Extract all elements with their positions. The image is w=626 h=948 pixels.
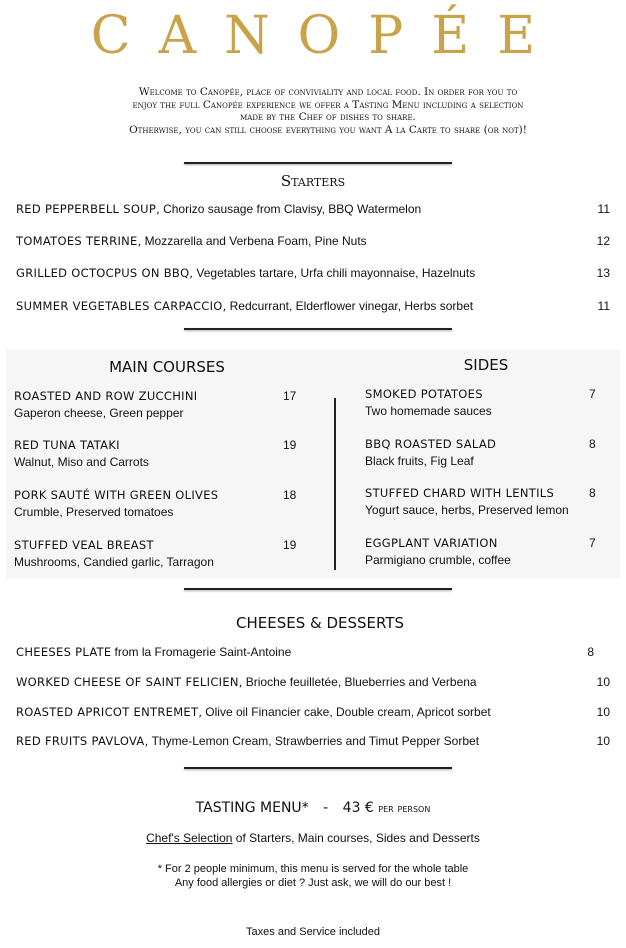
column-divider (334, 398, 336, 570)
starters-title: Starters (280, 172, 346, 190)
menu-row (16, 705, 610, 719)
dish-price: 11 (597, 299, 610, 313)
dish-price: 13 (596, 266, 610, 280)
dish-desc: Brioche feuilletée, Blueberries and Verbena (245, 675, 477, 689)
main-item (14, 488, 218, 519)
main-item (14, 389, 197, 420)
dish-name: RED TUNA TATAKI (14, 438, 120, 452)
dish-price: 11 (597, 202, 610, 216)
dish-name: SMOKED POTATOES (365, 387, 483, 401)
tasting-selection (0, 831, 626, 845)
dish-name: STUFFED CHARD WITH LENTILS (365, 486, 555, 500)
divider (184, 328, 452, 330)
note-line: * For 2 people minimum, this menu is served for the whole table (157, 863, 469, 875)
tasting-notes (0, 862, 626, 890)
dish-price: 8 (587, 645, 594, 659)
dish-name: TOMATOES TERRINE, (16, 234, 142, 248)
dish-price: 19 (283, 538, 297, 552)
mains-title: MAIN COURSES (109, 358, 225, 376)
intro-line: Welcome to Canopée, place of conviviality and local food. In order for you to (138, 86, 518, 98)
dish-name: WORKED CHEESE OF SAINT FELICIEN, (16, 675, 243, 689)
intro-line: Otherwise, you can still choose everything you want A la Carte to share (or not)! (129, 123, 527, 136)
dish-price: 10 (596, 734, 610, 748)
side-item (365, 536, 511, 567)
brand-logo: CANOPÉE (90, 6, 564, 66)
dish-name: ROASTED APRICOT ENTREMET, (16, 705, 203, 719)
intro-text (30, 86, 626, 136)
divider (184, 767, 452, 769)
sides-title: SIDES (463, 356, 509, 374)
dish-name: EGGPLANT VARIATION (365, 536, 498, 550)
dish-name: GRILLED OCTOCPUS ON BBQ, (16, 266, 194, 280)
intro-line: made by the Chef of dishes to share. (240, 111, 416, 123)
dish-price: 12 (596, 234, 610, 248)
tasting-per-person: per person (378, 801, 431, 815)
dish-price: 17 (283, 389, 297, 403)
desserts-title: CHEESES & DESSERTS (235, 614, 405, 632)
dish-price: 10 (596, 675, 610, 689)
dish-desc: Vegetables tartare, Urfa chili mayonnaise, Hazelnuts (196, 266, 476, 280)
taxes-note: Taxes and Service included (246, 926, 380, 938)
dish-desc: Parmigiano crumble, coffee (365, 553, 511, 567)
main-item (14, 538, 214, 569)
menu-row (16, 202, 610, 216)
dish-desc: Chorizo sausage from Clavisy, BBQ Watermelon (163, 202, 422, 216)
side-item (365, 387, 492, 418)
tasting-price: 43 € (342, 800, 374, 816)
side-item (365, 486, 569, 517)
menu-row (16, 675, 610, 689)
dish-price: 8 (589, 437, 596, 451)
tasting-menu-heading (0, 800, 626, 816)
dish-desc: Olive oil Financier cake, Double cream, Apricot sorbet (205, 705, 491, 719)
dish-desc: Two homemade sauces (365, 404, 492, 418)
selection-text: of Starters, Main courses, Sides and Desserts (235, 831, 480, 845)
dish-name: CHEESES PLATE (16, 645, 112, 659)
dish-desc: Yogurt sauce, herbs, Preserved lemon (365, 503, 569, 517)
menu-row (16, 266, 610, 280)
dish-price: 18 (283, 488, 297, 502)
tasting-separator: - (323, 800, 329, 816)
dish-name: SUMMER VEGETABLES CARPACCIO, (16, 299, 227, 313)
divider (184, 162, 452, 164)
dish-desc: Crumble, Preserved tomatoes (14, 505, 174, 519)
dish-name: RED PEPPERBELL SOUP, (16, 202, 161, 216)
dish-desc: from la Fromagerie Saint-Antoine (114, 645, 292, 659)
dish-name: BBQ ROASTED SALAD (365, 437, 497, 451)
note-line: Any food allergies or diet ? Just ask, we will do our best ! (174, 877, 452, 889)
dish-desc: Mushrooms, Candied garlic, Tarragon (14, 555, 214, 569)
dish-desc: Redcurrant, Elderflower vinegar, Herbs sorbet (229, 299, 474, 313)
main-item (14, 438, 149, 469)
dish-price: 7 (589, 536, 596, 550)
dish-desc: Gaperon cheese, Green pepper (14, 406, 184, 420)
dish-desc: Walnut, Miso and Carrots (14, 455, 149, 469)
dish-name: ROASTED AND ROW ZUCCHINI (14, 389, 198, 403)
menu-row (16, 234, 610, 248)
dish-name: PORK SAUTÉ WITH GREEN OLIVES (14, 488, 219, 502)
dish-price: 10 (596, 705, 610, 719)
dish-name: RED FRUITS PAVLOVA, (16, 734, 149, 748)
side-item (365, 437, 496, 468)
dish-price: 7 (589, 387, 596, 401)
dish-desc: Black fruits, Fig Leaf (365, 454, 474, 468)
dish-desc: Mozzarella and Verbena Foam, Pine Nuts (144, 234, 367, 248)
chefs-selection: Chef's Selection (146, 831, 233, 845)
intro-line: enjoy the full Canopée experience we offer a Tasting Menu including a selection (132, 98, 524, 111)
tasting-title: TASTING MENU* (195, 800, 309, 816)
menu-row (16, 645, 610, 659)
menu-row (16, 299, 610, 313)
dish-desc: Thyme-Lemon Cream, Strawberries and Timut Pepper Sorbet (151, 734, 480, 748)
dish-price: 8 (589, 486, 596, 500)
divider (184, 588, 452, 590)
dish-name: STUFFED VEAL BREAST (14, 538, 154, 552)
dish-price: 19 (283, 438, 297, 452)
menu-row (16, 734, 610, 748)
